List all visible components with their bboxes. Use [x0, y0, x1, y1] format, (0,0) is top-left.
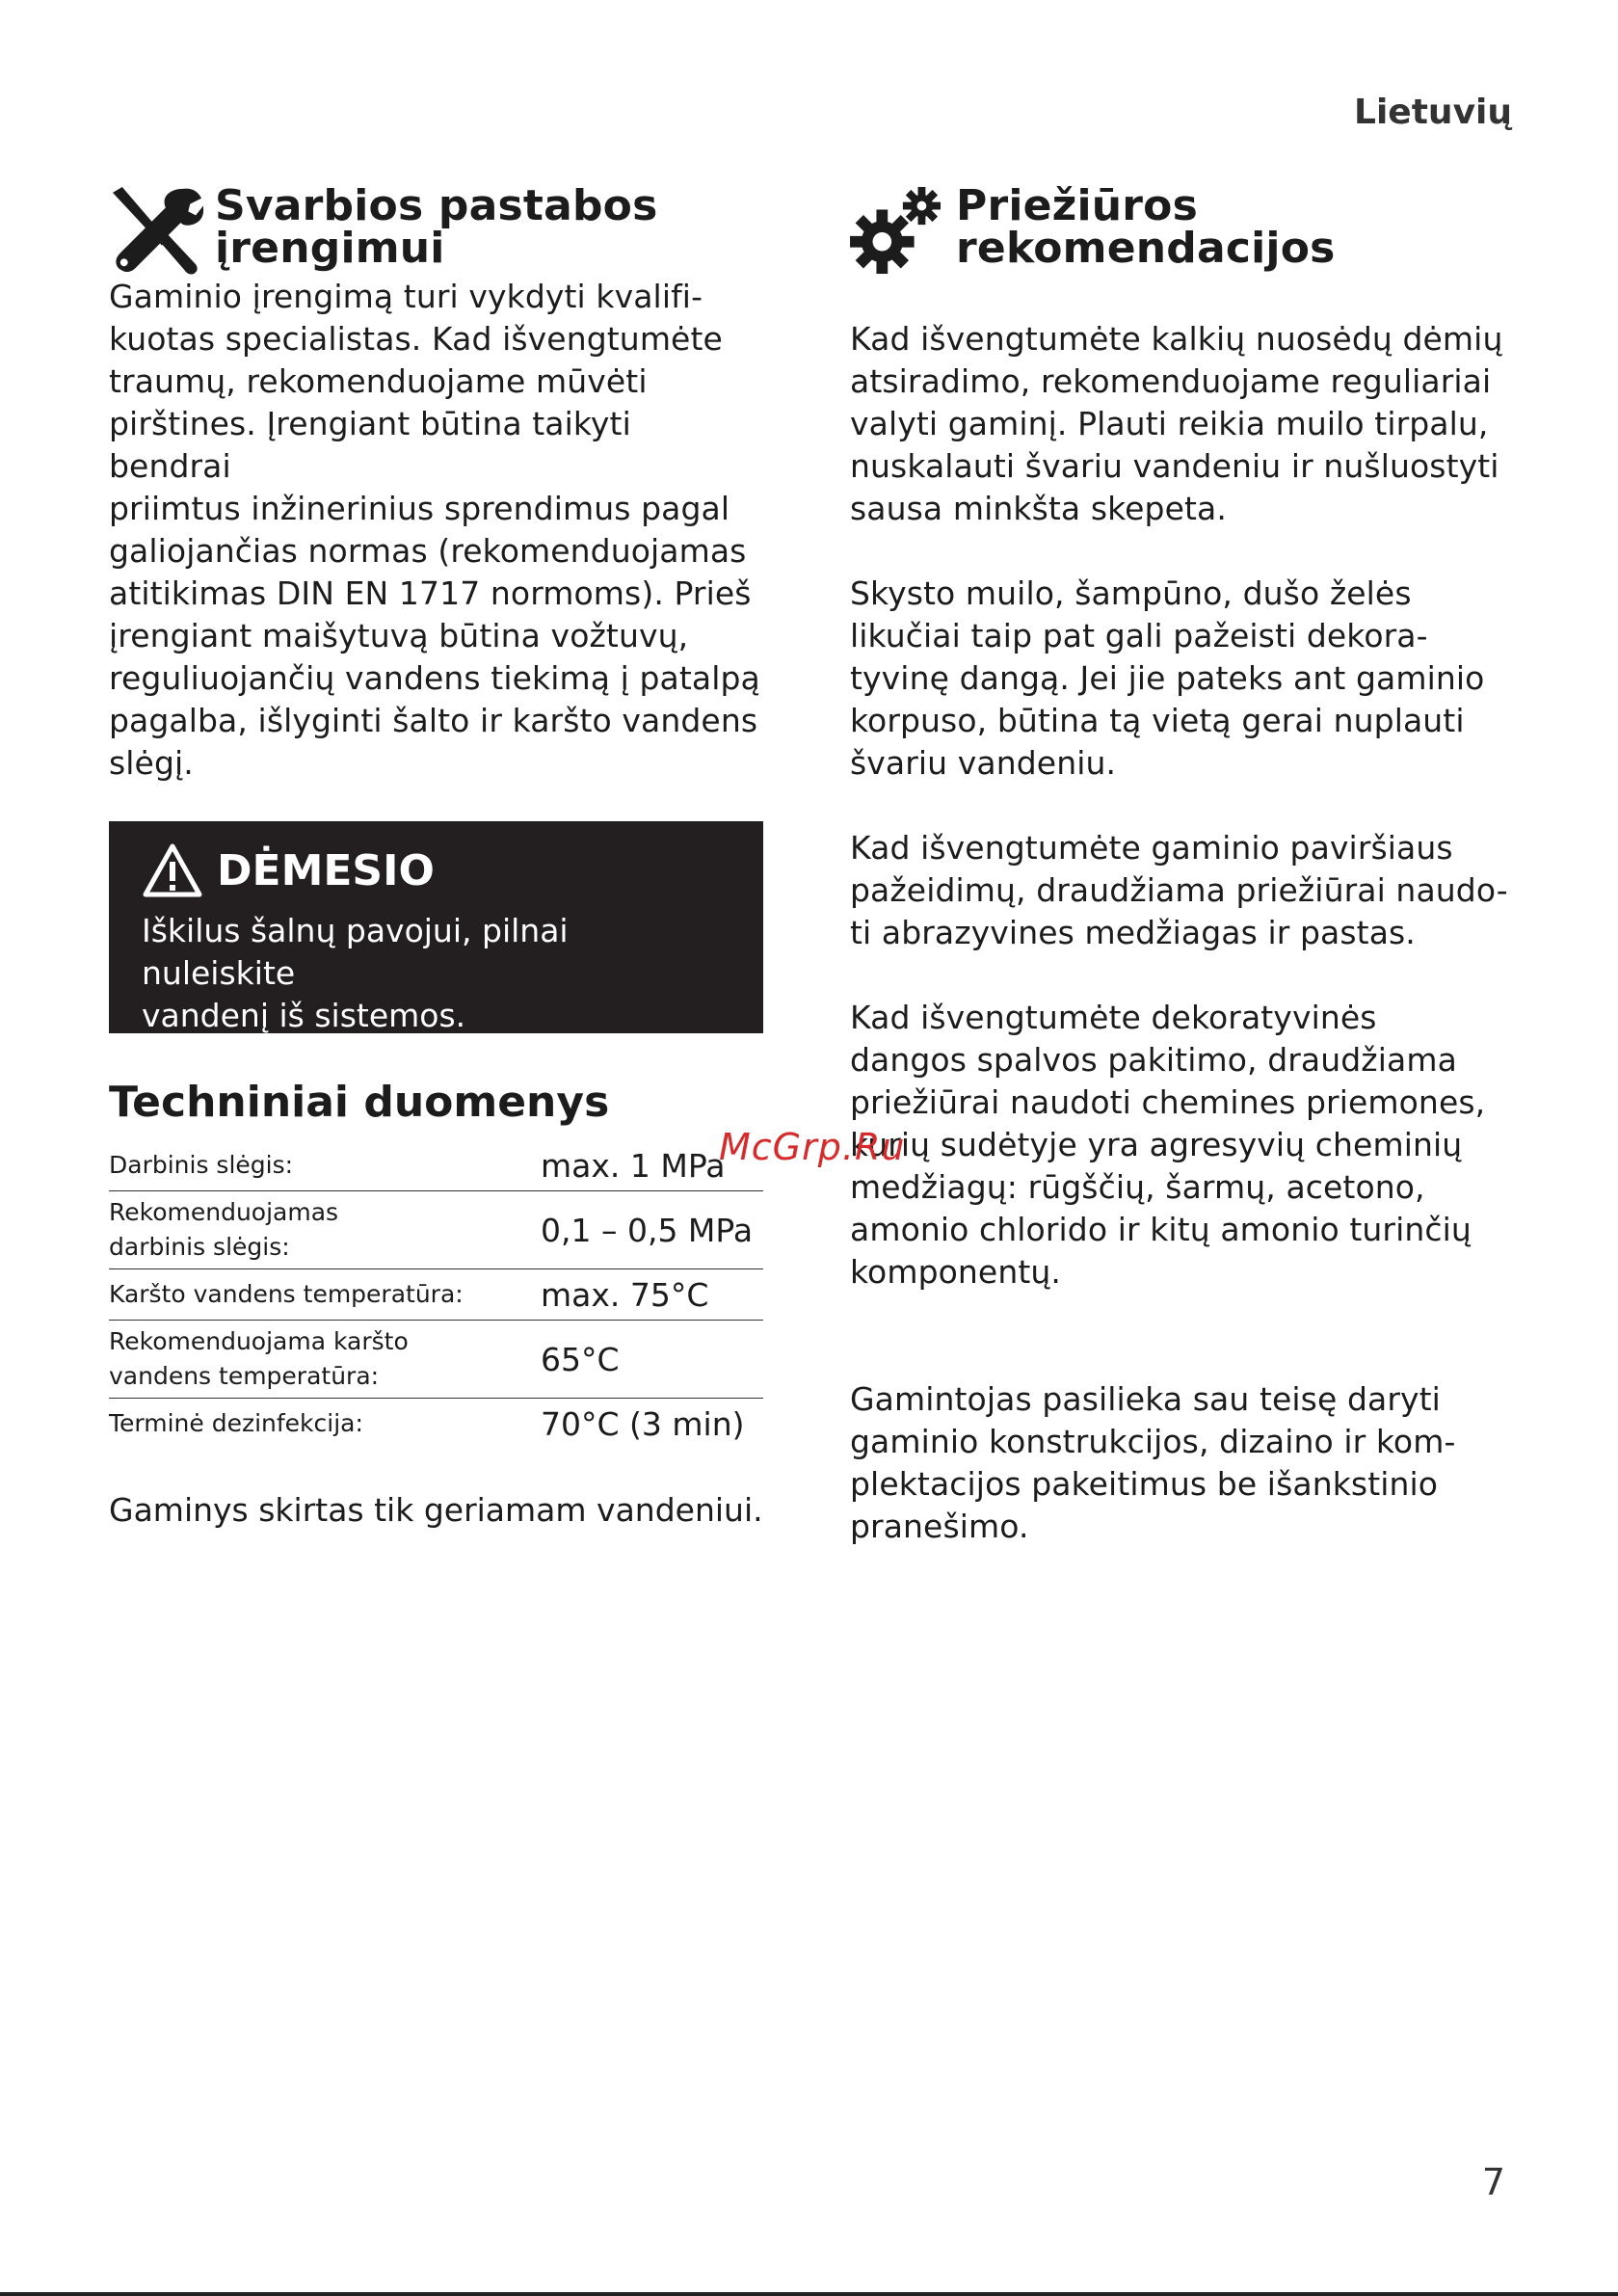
table-row: [109, 1399, 763, 1450]
maintenance-paragraph: Skysto muilo, šampūno, dušo želės likučiai taip pat gali pažeisti dekora- tyvinę dangą. Jei jie pateks ant gaminio korpuso, būtina tą vietą gerai nuplauti švariu vandeniu.: [850, 574, 1485, 782]
row-value: 65°C: [541, 1340, 620, 1378]
installation-title-line1: Svarbios pastabos: [215, 181, 658, 230]
row-label: Rekomenduojama karšto vandens temperatūra:: [109, 1327, 409, 1390]
warning-box: [109, 821, 763, 1033]
installation-text: Gaminio įrengimą turi vykdyti kvalifi- kuotas specialistas. Kad išvengtumėte traumų, rekomenduojame mūvėti pirštines. Įrengiant būtina taikyti bendrai priimtus inžinerinius sprendimus pagal galiojančias normas (rekomenduojamas atitikimas DIN EN 1717 normoms). Prieš įrengiant maišytuvą būtina vožtuvų, reguliuojančių vandens tiekimą į patalpą pagalba, išlyginti šalto ir karšto vandens slėgį.: [109, 278, 760, 782]
maintenance-title-line1: Priežiūros: [956, 181, 1199, 230]
maintenance-heading: [850, 181, 1511, 276]
maintenance-paragraph: Kad išvengtumėte kalkių nuosėdų dėmių atsiradimo, rekomenduojame reguliariai valyti gaminį. Plauti reikia muilo tirpalu, nuskalauti švariu vandeniu ir nušluostyti sausa minkšta skepeta.: [850, 320, 1503, 527]
table-row: [109, 1269, 763, 1321]
maintenance-paragraph: Kad išvengtumėte dekoratyvinės dangos spalvos pakitimo, draudžiama priežiūrai naudoti chemines priemones, kurių sudėtyje yra agresyvių cheminių medžiagų: rūgščių, šarmų, acetono, amonio chlorido ir kitų amonio turinčių komponentų.: [850, 999, 1486, 1291]
table-row: [109, 1191, 763, 1269]
right-column: [850, 181, 1511, 1548]
row-label: Rekomenduojamas darbinis slėgis:: [109, 1198, 339, 1261]
potable-water-note: Gaminys skirtas tik geriamam vandeniui.: [109, 1491, 763, 1529]
row-value: 0,1 – 0,5 MPa: [541, 1211, 754, 1249]
warning-title: DĖMESIO: [217, 845, 435, 895]
gears-icon: [850, 185, 944, 276]
installation-heading: [109, 181, 763, 276]
table-row: [109, 1321, 763, 1399]
bottom-rule: [0, 2292, 1618, 2296]
manufacturer-note: Gamintojas pasilieka sau teisę daryti gaminio konstrukcijos, dizaino ir kom- plektacijos pakeitimus be išankstinio pranešimo.: [850, 1380, 1456, 1545]
row-label: Darbinis slėgis:: [109, 1151, 294, 1179]
technical-table: [109, 1140, 763, 1449]
maintenance-title-line2: rekomendacijos: [956, 224, 1336, 273]
technical-title: Techniniai duomenys: [109, 1078, 610, 1127]
installation-title-line2: įrengimui: [215, 224, 445, 273]
row-value: 70°C (3 min): [541, 1404, 745, 1443]
watermark: McGrp.Ru: [719, 1126, 906, 1168]
maintenance-text: [850, 276, 1511, 1336]
language-label: Lietuvių: [1354, 93, 1512, 132]
warning-triangle-icon: [142, 842, 203, 898]
page-number: 7: [1481, 2161, 1505, 2203]
warning-text: Iškilus šalnų pavojui, pilnai nuleiskite vandenį iš sistemos.: [142, 912, 569, 1034]
row-label: Karšto vandens temperatūra:: [109, 1280, 464, 1308]
row-value: max. 75°C: [541, 1275, 709, 1314]
wrench-screwdriver-icon: [109, 185, 203, 276]
maintenance-paragraph: Kad išvengtumėte gaminio paviršiaus pažeidimų, draudžiama priežiūrai naudo- ti abrazyvines medžiagas ir pastas.: [850, 829, 1508, 951]
left-column: [109, 181, 763, 1529]
row-value: max. 1 MPa: [541, 1146, 726, 1185]
row-label: Terminė dezinfekcija:: [109, 1409, 363, 1437]
table-row: [109, 1140, 763, 1191]
